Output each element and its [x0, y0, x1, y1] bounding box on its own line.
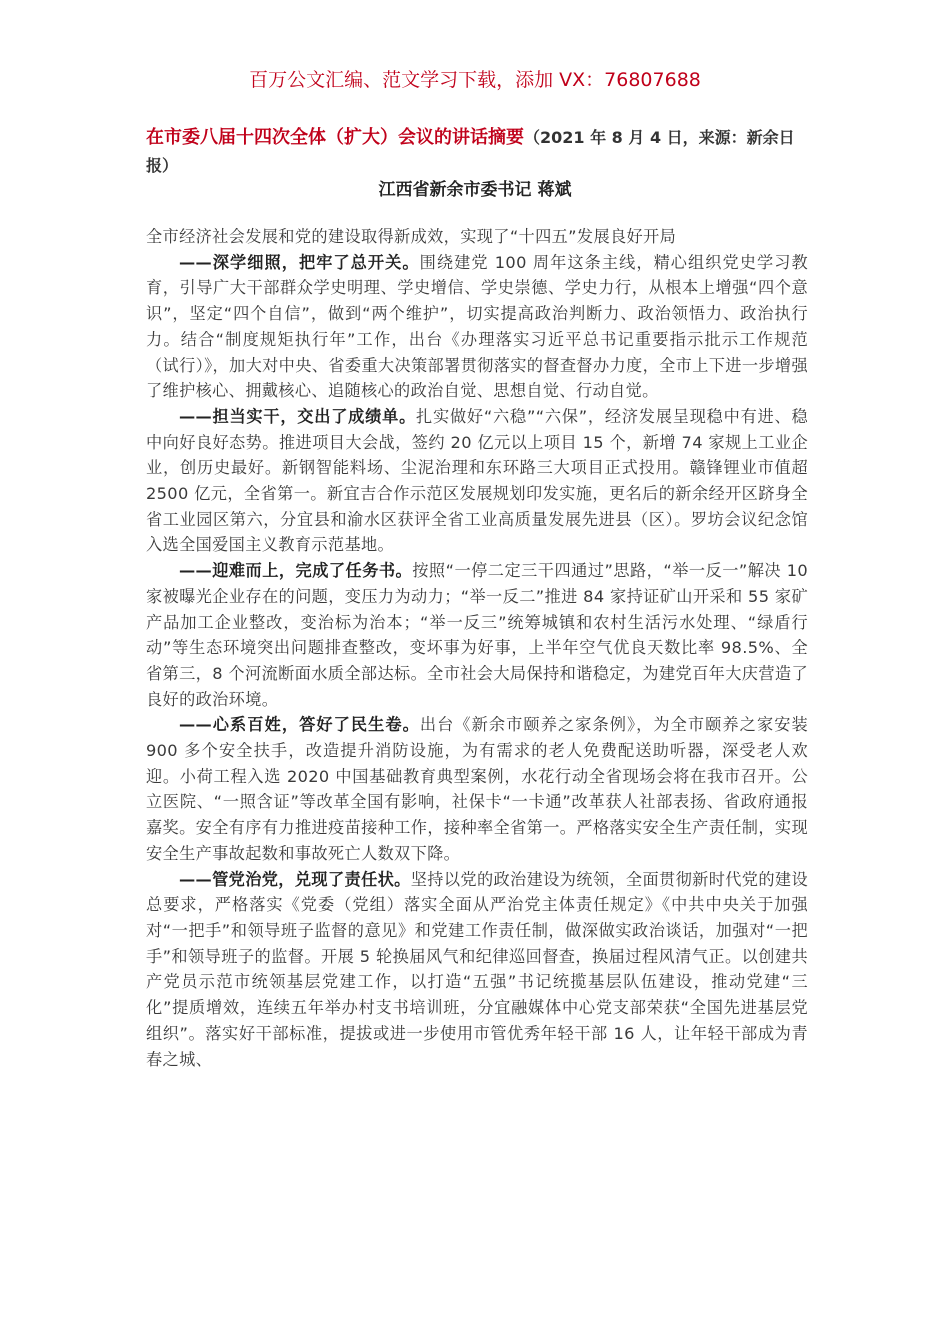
paragraph	[146, 867, 808, 1073]
paragraph-text: 按照“一停二定三干四通过”思路，“举一反一”解决 10 家被曝光企业存在的问题，变压力为动力；“举一反二”推进 84 家持证矿山开采和 55 家矿产品加工企业整改，变治标为治本；“举一反三”统筹城镇和农村生活污水处理、“绿盾行动”等生态环境突出问题排查整改，变坏事为好事，上半年空气优良天数比率 98.5%、全省第三，8 个河流断面水质全部达标。全市社会大局保持和谐稳定，为建党百年大庆营造了良好的政治环境。	[146, 561, 808, 709]
paragraph-lead: ——迎难而上，完成了任务书。	[179, 561, 413, 581]
paragraph-lead: ——心系百姓，答好了民生卷。	[179, 715, 420, 735]
promo-banner: 百万公文汇编、范文学习下载，添加 VX：76807688	[249, 69, 701, 91]
paragraph-text: 扎实做好“六稳”“六保”，经济发展呈现稳中有进、稳中向好良好态势。推进项目大会战，签约 20 亿元以上项目 15 个，新增 74 家规上工业企业，创历史最好。新钢智能料场、尘泥治理和东环路三大项目正式投用。赣锋锂业市值超 2500 亿元，全省第一。新宜吉合作示范区发展规划印发实施，更名后的新余经开区跻身全省工业园区第六，分宜县和渝水区获评全省工业高质量发展先进县（区）。罗坊会议纪念馆入选全国爱国主义教育示范基地。	[146, 406, 808, 555]
title-block	[146, 124, 806, 180]
paragraph	[146, 558, 808, 712]
paragraph-text: 围绕建党 100 周年这条主线，精心组织党史学习教育，引导广大干部群众学史明理、学史增信、学史崇德、学史力行，从根本上增强“四个意识”，坚定“四个自信”，做到“两个维护”，切实提高政治判断力、政治领悟力、政治执行力。结合“制度规矩执行年”工作，出台《办理落实习近平总书记重要指示批示工作规范（试行）》，加大对中央、省委重大决策部署贯彻落实的督查督办力度，全市上下进一步增强了维护核心、拥戴核心、追随核心的政治自觉、思想自觉、行动自觉。	[146, 252, 808, 401]
paragraph-lead: ——担当实干，交出了成绩单。	[179, 406, 417, 426]
source-note: （2021 年 8 月 4 日，来源：新余日报）	[146, 128, 795, 175]
paragraph-text: 出台《新余市颐养之家条例》，为全市颐养之家安装 900 多个安全扶手，改造提升消防设施，为有需求的老人免费配送助听器，深受老人欢迎。小荷工程入选 2020 中国基础教育典型案例，水花行动全省现场会将在我市召开。公立医院、“一照含证”等改革全国有影响，社保卡“一卡通”改革获人社部表扬、省政府通报嘉奖。安全有序有力推进疫苗接种工作，接种率全省第一。严格落实安全生产责任制，实现安全生产事故起数和事故死亡人数双下降。	[146, 715, 808, 863]
article-body	[146, 224, 808, 1072]
paragraph-lead: ——管党治党，兑现了责任状。	[179, 869, 411, 889]
author-line: 江西省新余市委书记 蒋斌	[378, 180, 572, 200]
subhead: 全市经济社会发展和党的建设取得新成效，实现了“十四五”发展良好开局	[146, 227, 677, 246]
paragraph-lead: ——深学细照，把牢了总开关。	[179, 252, 420, 272]
paragraph	[146, 404, 808, 558]
paragraph	[146, 250, 808, 404]
document-title: 在市委八届十四次全体（扩大）会议的讲话摘要	[146, 127, 524, 148]
paragraph	[146, 712, 808, 866]
paragraph-text: 坚持以党的政治建设为统领，全面贯彻新时代党的建设总要求，严格落实《党委（党组）落实全面从严治党主体责任规定》《中共中央关于加强对“一把手”和领导班子监督的意见》和党建工作责任制，做深做实政治谈话，加强对“一把手”和领导班子的监督。开展 5 轮换届风气和纪律巡回督查，换届过程风清气正。以创建共产党员示范市统领基层党建工作，以打造“五强”书记统揽基层队伍建设，推动党建“三化”提质增效，连续五年举办村支书培训班，分宜融媒体中心党支部荣获“全国先进基层党组织”。落实好干部标准，提拔或进一步使用市管优秀年轻干部 16 人，让年轻干部成为青春之城、	[146, 869, 808, 1069]
